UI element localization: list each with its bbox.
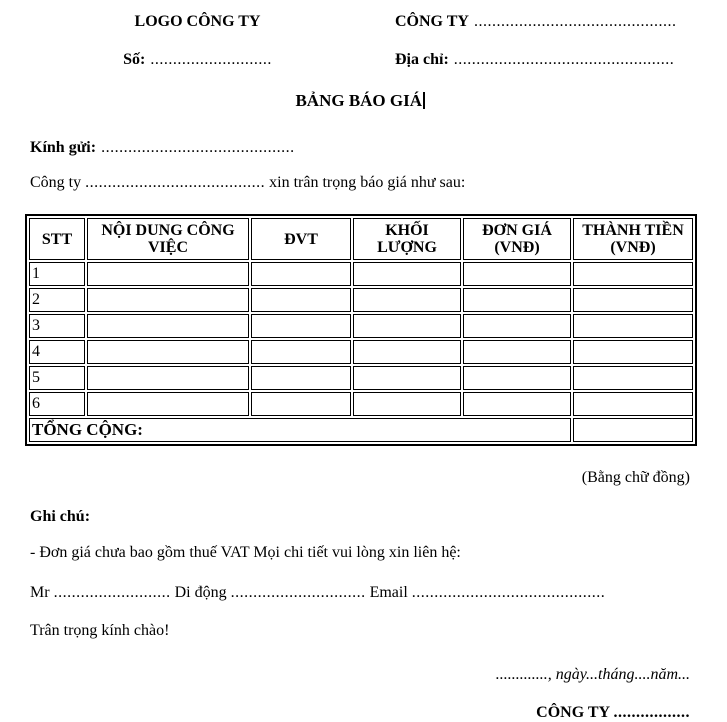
note-line-vat: - Đơn giá chưa bao gồm thuế VAT Mọi chi tiết vui lòng xin liên hệ: <box>30 544 461 561</box>
address-label: Địa chỉ: <box>395 51 449 68</box>
table-row <box>29 288 693 312</box>
mr-blank-field[interactable]: .......................... <box>53 584 171 601</box>
quantity-cell[interactable] <box>353 366 461 390</box>
col-header-work-description: NỘI DUNG CÔNG VIỆC <box>87 218 249 260</box>
company-blank-field[interactable]: ............................................. <box>473 13 677 30</box>
amount-cell[interactable] <box>573 392 693 416</box>
phone-label: Di động <box>174 584 227 601</box>
email-blank-field[interactable]: ........................................... <box>411 584 606 601</box>
greeting-line <box>30 139 690 157</box>
amount-cell[interactable] <box>573 314 693 338</box>
amount-in-words-line: (Bằng chữ đồng) <box>581 469 690 486</box>
work-cell[interactable] <box>87 314 249 338</box>
signature-line <box>30 704 690 722</box>
work-cell[interactable] <box>87 366 249 390</box>
quantity-cell[interactable] <box>353 392 461 416</box>
unit-cell[interactable] <box>251 262 351 286</box>
col-header-unit: ĐVT <box>251 218 351 260</box>
header-right-column <box>395 13 690 69</box>
unit-cell[interactable] <box>251 288 351 312</box>
signature-blank-field[interactable]: ................. <box>613 704 690 721</box>
intro-line <box>30 174 690 192</box>
unit-cell[interactable] <box>251 314 351 338</box>
stt-cell: 2 <box>29 288 85 312</box>
unit-price-cell[interactable] <box>463 340 571 364</box>
work-cell[interactable] <box>87 340 249 364</box>
greeting-blank-field[interactable]: ........................................... <box>101 139 295 156</box>
notes-label: Ghi chú: <box>30 508 91 525</box>
greeting-label: Kính gửi: <box>30 139 97 156</box>
intro-blank-field[interactable]: ........................................ <box>85 174 266 191</box>
quotation-table <box>25 214 697 446</box>
table-header-row <box>29 218 693 260</box>
date-place-line: ............., ngày...tháng....năm... <box>495 666 690 683</box>
amount-cell[interactable] <box>573 288 693 312</box>
table-row <box>29 392 693 416</box>
unit-price-cell[interactable] <box>463 262 571 286</box>
page-title: BẢNG BÁO GIÁ <box>295 91 423 110</box>
unit-cell[interactable] <box>251 366 351 390</box>
company-logo-placeholder: LOGO CÔNG TY <box>134 13 261 30</box>
table-row <box>29 262 693 286</box>
phone-blank-field[interactable]: .............................. <box>230 584 366 601</box>
table-total-row <box>29 418 693 442</box>
stt-cell: 3 <box>29 314 85 338</box>
address-blank-field[interactable]: ................................................. <box>453 51 675 68</box>
mr-label: Mr <box>30 584 50 601</box>
closing-line: Trân trọng kính chào! <box>30 622 170 639</box>
col-header-unit-price: ĐƠN GIÁ (VNĐ) <box>463 218 571 260</box>
table-row <box>29 340 693 364</box>
col-header-stt: STT <box>29 218 85 260</box>
total-label-cell: TỔNG CỘNG: <box>29 418 571 442</box>
table-row <box>29 314 693 338</box>
quantity-cell[interactable] <box>353 262 461 286</box>
unit-price-cell[interactable] <box>463 366 571 390</box>
number-label: Số: <box>123 51 146 68</box>
company-label: CÔNG TY <box>395 13 469 30</box>
unit-price-cell[interactable] <box>463 392 571 416</box>
contact-line <box>30 584 690 602</box>
work-cell[interactable] <box>87 392 249 416</box>
text-cursor <box>423 92 425 109</box>
stt-cell: 1 <box>29 262 85 286</box>
document-number-line <box>30 51 365 69</box>
intro-suffix: xin trân trọng báo giá như sau: <box>269 174 466 191</box>
quantity-cell[interactable] <box>353 288 461 312</box>
amount-cell[interactable] <box>573 340 693 364</box>
work-cell[interactable] <box>87 262 249 286</box>
stt-cell: 6 <box>29 392 85 416</box>
total-amount-cell[interactable] <box>573 418 693 442</box>
quantity-cell[interactable] <box>353 340 461 364</box>
unit-price-cell[interactable] <box>463 314 571 338</box>
unit-cell[interactable] <box>251 392 351 416</box>
unit-cell[interactable] <box>251 340 351 364</box>
intro-prefix: Công ty <box>30 174 82 191</box>
stt-cell: 5 <box>29 366 85 390</box>
quantity-cell[interactable] <box>353 314 461 338</box>
number-blank-field[interactable]: ........................... <box>150 51 272 68</box>
amount-cell[interactable] <box>573 366 693 390</box>
work-cell[interactable] <box>87 288 249 312</box>
email-label: Email <box>369 584 408 601</box>
document-header <box>30 13 690 69</box>
title-row <box>30 91 690 112</box>
company-name-line <box>395 13 690 31</box>
stt-cell: 4 <box>29 340 85 364</box>
amount-cell[interactable] <box>573 262 693 286</box>
address-line <box>395 51 690 69</box>
header-left-column <box>30 13 365 69</box>
col-header-amount: THÀNH TIỀN (VNĐ) <box>573 218 693 260</box>
unit-price-cell[interactable] <box>463 288 571 312</box>
col-header-quantity: KHỐI LƯỢNG <box>353 218 461 260</box>
table-row <box>29 366 693 390</box>
signature-company-label: CÔNG TY <box>536 704 610 721</box>
